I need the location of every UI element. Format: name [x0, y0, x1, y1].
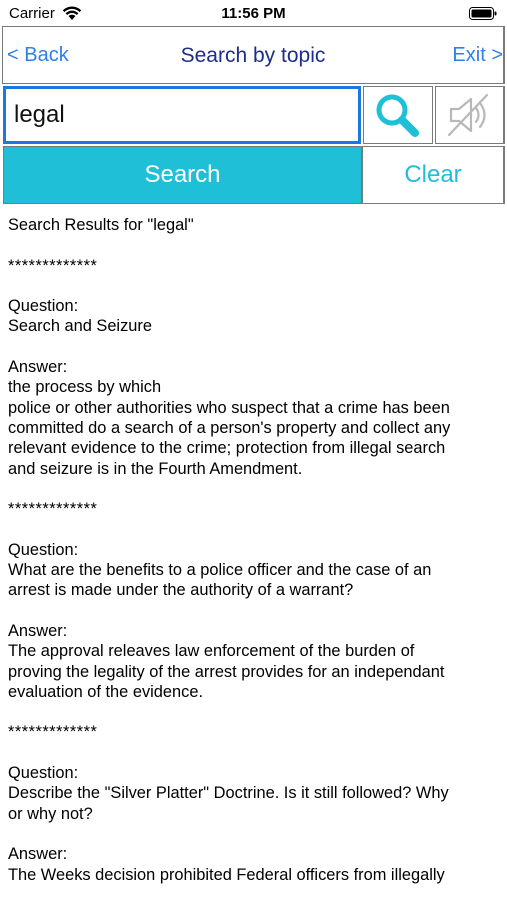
answer-label: Answer:: [8, 358, 68, 377]
carrier-label: Carrier: [9, 5, 55, 22]
status-time: 11:56 PM: [221, 5, 286, 22]
exit-button[interactable]: Exit >: [452, 44, 503, 66]
results-heading: Search Results for "legal": [8, 216, 194, 234]
answer-line: proving the legality of the arrest provides for an independant: [8, 662, 445, 681]
search-results: [8, 215, 500, 900]
battery-icon: [469, 7, 497, 20]
answer-line: The approval releaves law enforcement of the burden of: [8, 642, 415, 661]
answer-line: committed do a search of a person's property and collect any: [8, 418, 451, 437]
answer-line: police or other authorities who suspect that a crime has been: [8, 398, 450, 417]
answer-line: The Weeks decision prohibited Federal officers from illegally: [8, 865, 445, 884]
question-label: Question:: [8, 297, 79, 316]
back-button[interactable]: < Back: [7, 44, 69, 66]
separator: *************: [8, 500, 98, 519]
answer-label: Answer:: [8, 845, 68, 864]
mute-button[interactable]: [435, 86, 505, 144]
question-text: arrest is made under the authority of a warrant?: [8, 581, 354, 600]
page-title: Search by topic: [180, 44, 326, 67]
answer-line: evaluation of the evidence.: [8, 682, 204, 701]
clear-button[interactable]: Clear: [362, 146, 505, 204]
search-button[interactable]: Search: [3, 146, 362, 204]
question-label: Question:: [8, 540, 79, 559]
speaker-muted-icon: [443, 91, 497, 139]
answer-line: the process by which: [8, 378, 162, 397]
question-text: Describe the "Silver Platter" Doctrine. Is it still followed? Why: [8, 784, 449, 803]
separator: *************: [8, 256, 98, 275]
search-input[interactable]: [3, 86, 361, 144]
magnifier-icon: [371, 90, 425, 140]
navigation-bar: [2, 26, 505, 84]
answer-line: relevant evidence to the crime; protection from illegal search: [8, 439, 446, 458]
search-icon-button[interactable]: [363, 86, 433, 144]
answer-label: Answer:: [8, 621, 68, 640]
separator: *************: [8, 723, 98, 742]
status-bar: [0, 0, 507, 26]
answer-line: and seizure is in the Fourth Amendment.: [8, 459, 303, 478]
question-label: Question:: [8, 764, 79, 783]
question-text: What are the benefits to a police officer and the case of an: [8, 561, 432, 580]
question-text: Search and Seizure: [8, 317, 152, 336]
question-text: or why not?: [8, 804, 93, 823]
